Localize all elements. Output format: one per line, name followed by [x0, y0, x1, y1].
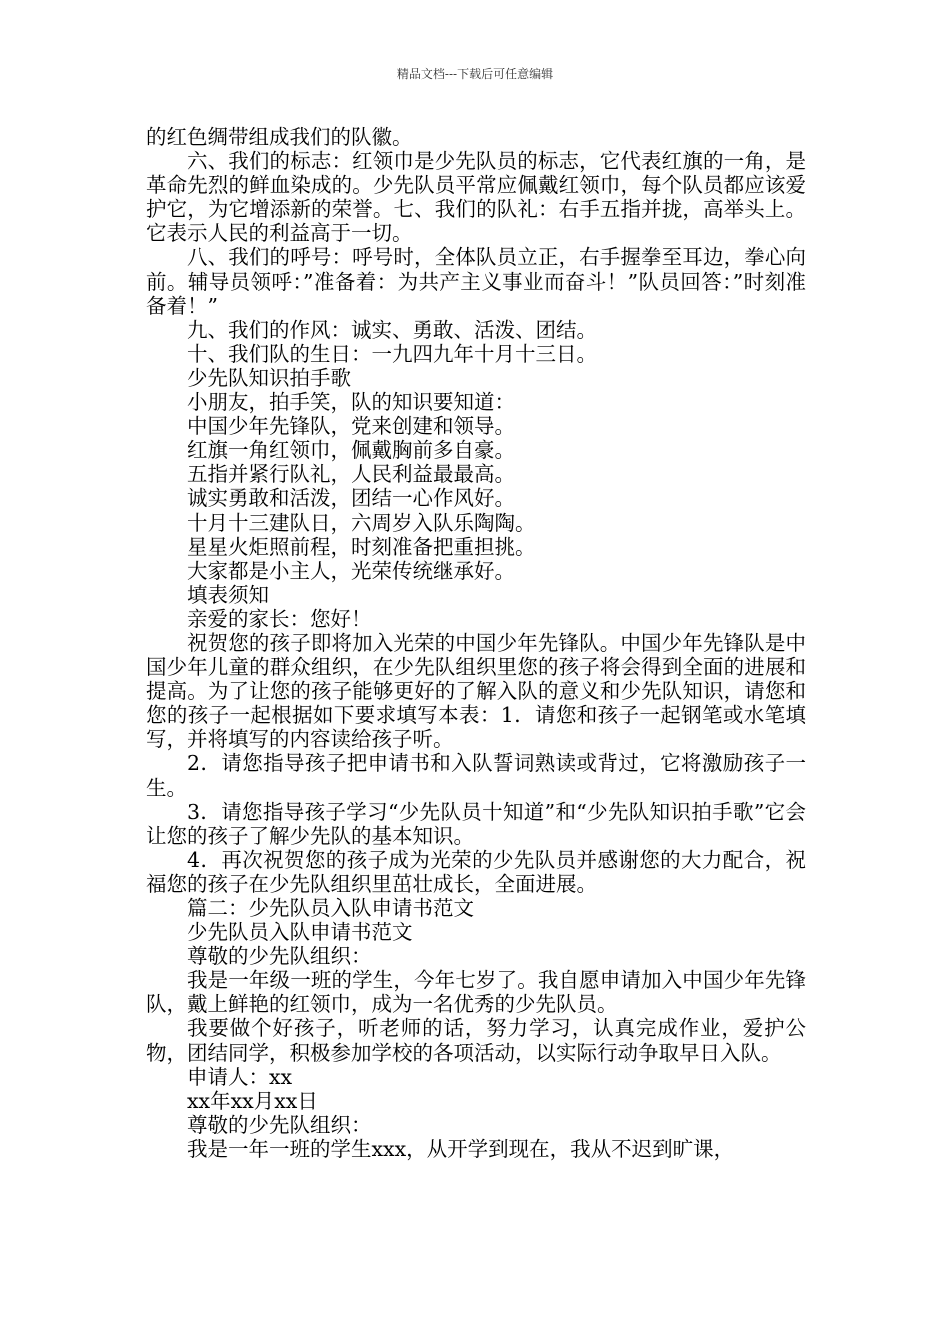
- paragraph: 4．再次祝贺您的孩子成为光荣的少先队员并感谢您的大力配合，祝福您的孩子在少先队组织里茁壮成长，全面进展。: [146, 847, 806, 896]
- section-heading: 填表须知: [187, 582, 269, 607]
- paragraph: 的红色绸带组成我们的队徽。: [146, 125, 413, 149]
- song-line: 红旗一角红领巾，佩戴胸前多自豪。: [187, 438, 515, 463]
- paragraph: 3．请您指导孩子学习“少先队员十知道”和“少先队知识拍手歌”它会让您的孩子了解少先队的基本知识。: [146, 799, 806, 848]
- salutation: 尊敬的少先队组织：: [187, 1112, 372, 1137]
- section-heading: 篇二：少先队员入队申请书范文: [187, 896, 474, 920]
- signature-line: 申请人：xx: [187, 1064, 293, 1089]
- paragraph: 六、我们的标志：红领巾是少先队员的标志，它代表红旗的一角，是革命先烈的鲜血染成的。少先队员平常应佩戴红领巾，每个队员都应该爱护它，为它增添新的荣誉。七、我们的队礼：右手五指并拢，高举头上。它表示人民的利益高于一切。: [146, 149, 806, 246]
- song-line: 大家都是小主人，光荣传统继承好。: [187, 558, 515, 583]
- paragraph: 祝贺您的孩子即将加入光荣的中国少年先锋队。中国少年先锋队是中国少年儿童的群众组织，在少先队组织里您的孩子将会得到全面的进展和提高。为了让您的孩子能够更好的了解入队的意义和少先队知识，请您和您的孩子一起根据如下要求填写本表：1．请您和孩子一起钢笔或水笔填写，并将填写的内容读给孩子听。: [146, 630, 806, 752]
- salutation: 尊敬的少先队组织：: [187, 944, 372, 969]
- song-line: 诚实勇敢和活泼，团结一心作风好。: [187, 486, 515, 511]
- paragraph: 我要做个好孩子，听老师的话，努力学习，认真完成作业，爱护公物，团结同学，积极参加学校的各项活动，以实际行动争取早日入队。: [146, 1016, 806, 1065]
- paragraph: 十、我们队的生日：一九四九年十月十三日。: [187, 341, 597, 366]
- paragraph: 我是一年一班的学生xxx，从开学到现在，我从不迟到旷课，: [187, 1136, 735, 1161]
- section-heading: 少先队员入队申请书范文: [187, 920, 413, 945]
- document-body: [146, 125, 806, 1161]
- song-line: 五指并紧行队礼，人民利益最最高。: [187, 462, 515, 487]
- song-title: 少先队知识拍手歌: [187, 365, 351, 390]
- song-line: 中国少年先锋队，党来创建和领导。: [187, 414, 515, 439]
- paragraph: 八、我们的呼号：呼号时，全体队员立正，右手握拳至耳边，拳心向前。辅导员领呼：”准备着：为共产主义事业而奋斗！”队员回答：”时刻准备着！”: [146, 245, 806, 318]
- paragraph: 2．请您指导孩子把申请书和入队誓词熟读或背过，它将激励孩子一生。: [146, 751, 806, 800]
- paragraph: 九、我们的作风：诚实、勇敢、活泼、团结。: [187, 317, 597, 342]
- paragraph: 我是一年级一班的学生，今年七岁了。我自愿申请加入中国少年先锋队，戴上鲜艳的红领巾，成为一名优秀的少先队员。: [146, 968, 806, 1017]
- date-line: xx年xx月xx日: [187, 1088, 318, 1113]
- salutation: 亲爱的家长：您好！: [187, 606, 372, 631]
- page-header: 精品文档---下载后可任意编辑: [396, 67, 554, 81]
- song-line: 十月十三建队日，六周岁入队乐陶陶。: [187, 510, 536, 535]
- song-line: 小朋友，拍手笑，队的知识要知道：: [187, 390, 515, 415]
- song-line: 星星火炬照前程，时刻准备把重担挑。: [187, 534, 536, 559]
